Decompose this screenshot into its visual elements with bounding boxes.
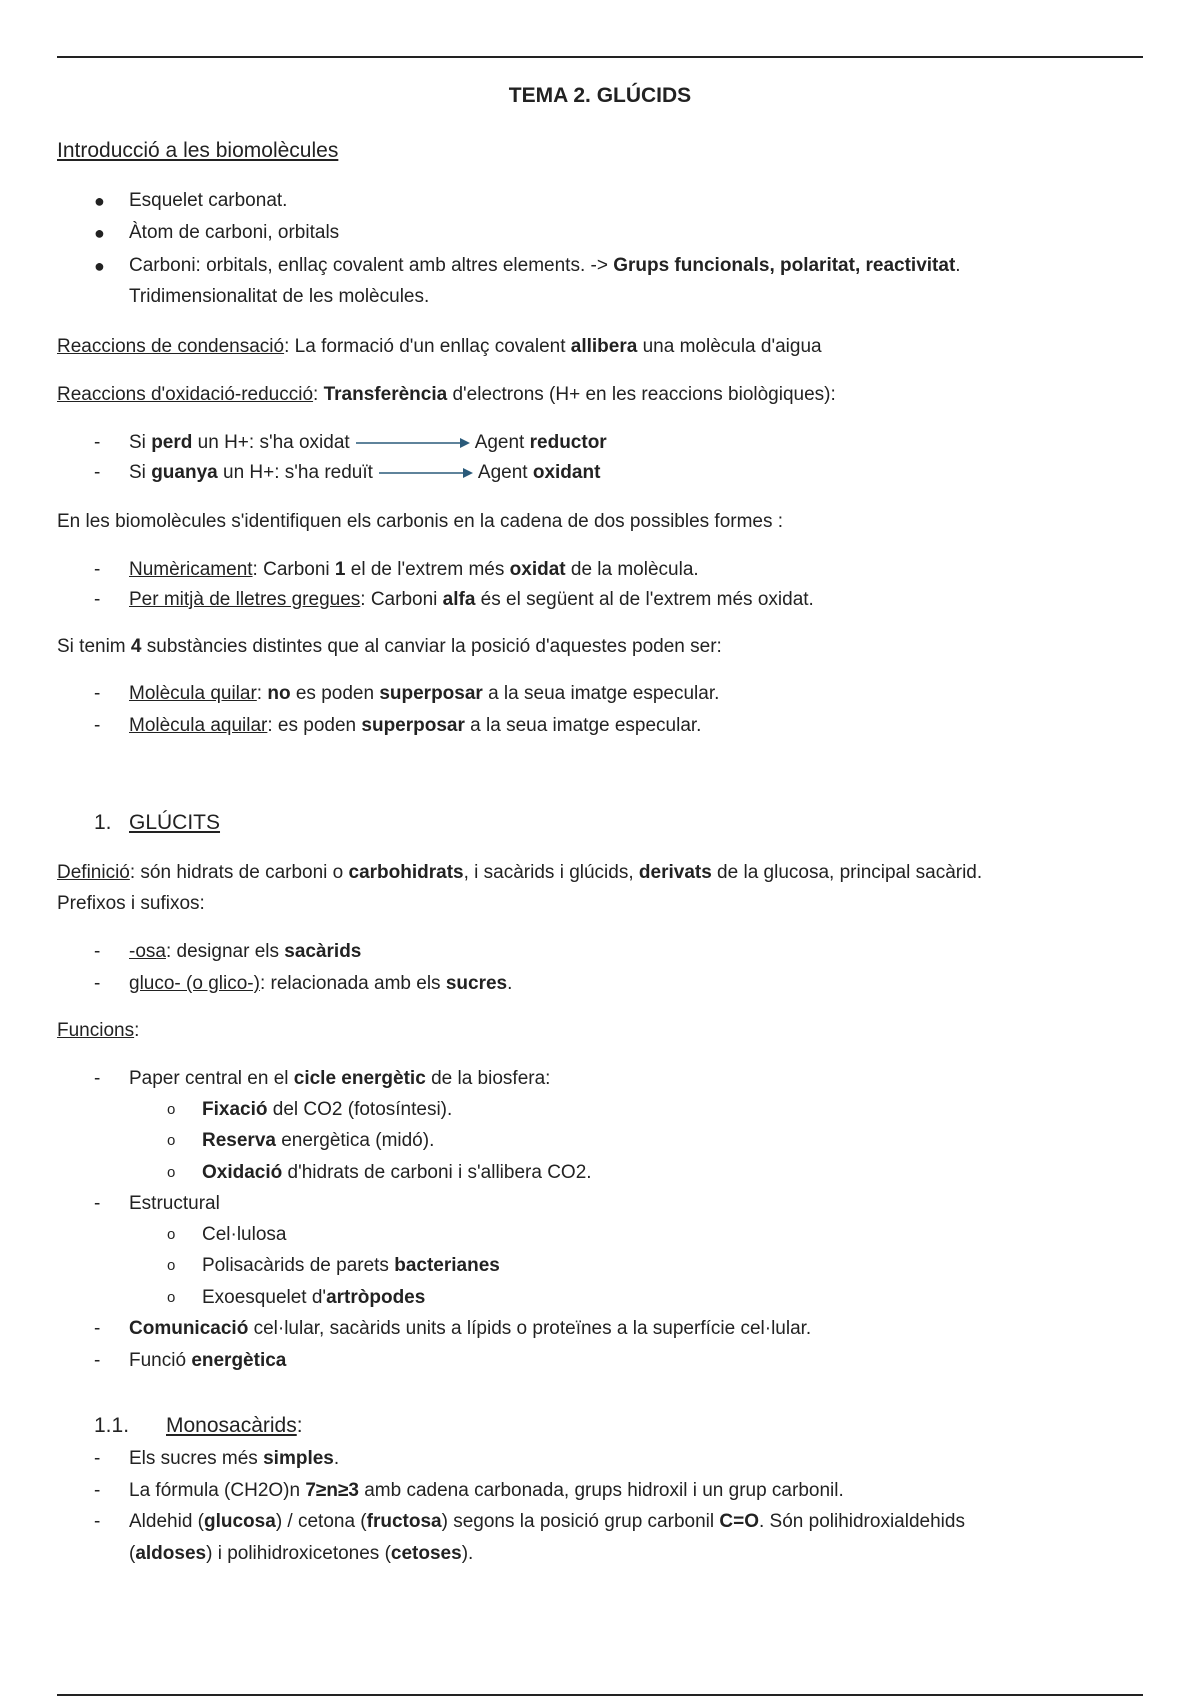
- definicio-line2: Prefixos i sufixos:: [57, 893, 205, 914]
- bottom-rule: [57, 1694, 1143, 1696]
- top-rule: [57, 56, 1143, 58]
- funcions-heading: Funcions:: [57, 1020, 140, 1041]
- condensacio-paragraph: Reaccions de condensació: La formació d'un enllaç covalent allibera una molècula d'aigua: [57, 336, 822, 357]
- definicio-paragraph: Definició: són hidrats de carboni o carbohidrats, i sacàrids i glúcids, derivats de la glucosa, principal sacàrid.: [57, 862, 983, 883]
- oxidacio-paragraph: Reaccions d'oxidació-reducció: Transferència d'electrons (H+ en les reaccions biològiques):: [57, 384, 836, 405]
- quiral-paragraph: Si tenim 4 substàncies distintes que al canviar la posició d'aquestes poden ser:: [57, 636, 722, 657]
- page-title: TEMA 2. GLÚCIDS: [508, 84, 692, 107]
- arrow-right-icon: [379, 467, 474, 479]
- intro-heading: Introducció a les biomolècules: [57, 139, 339, 162]
- identificacio-paragraph: En les biomolècules s'identifiquen els carbonis en la cadena de dos possibles formes :: [57, 511, 784, 532]
- arrow-right-icon: [356, 437, 471, 449]
